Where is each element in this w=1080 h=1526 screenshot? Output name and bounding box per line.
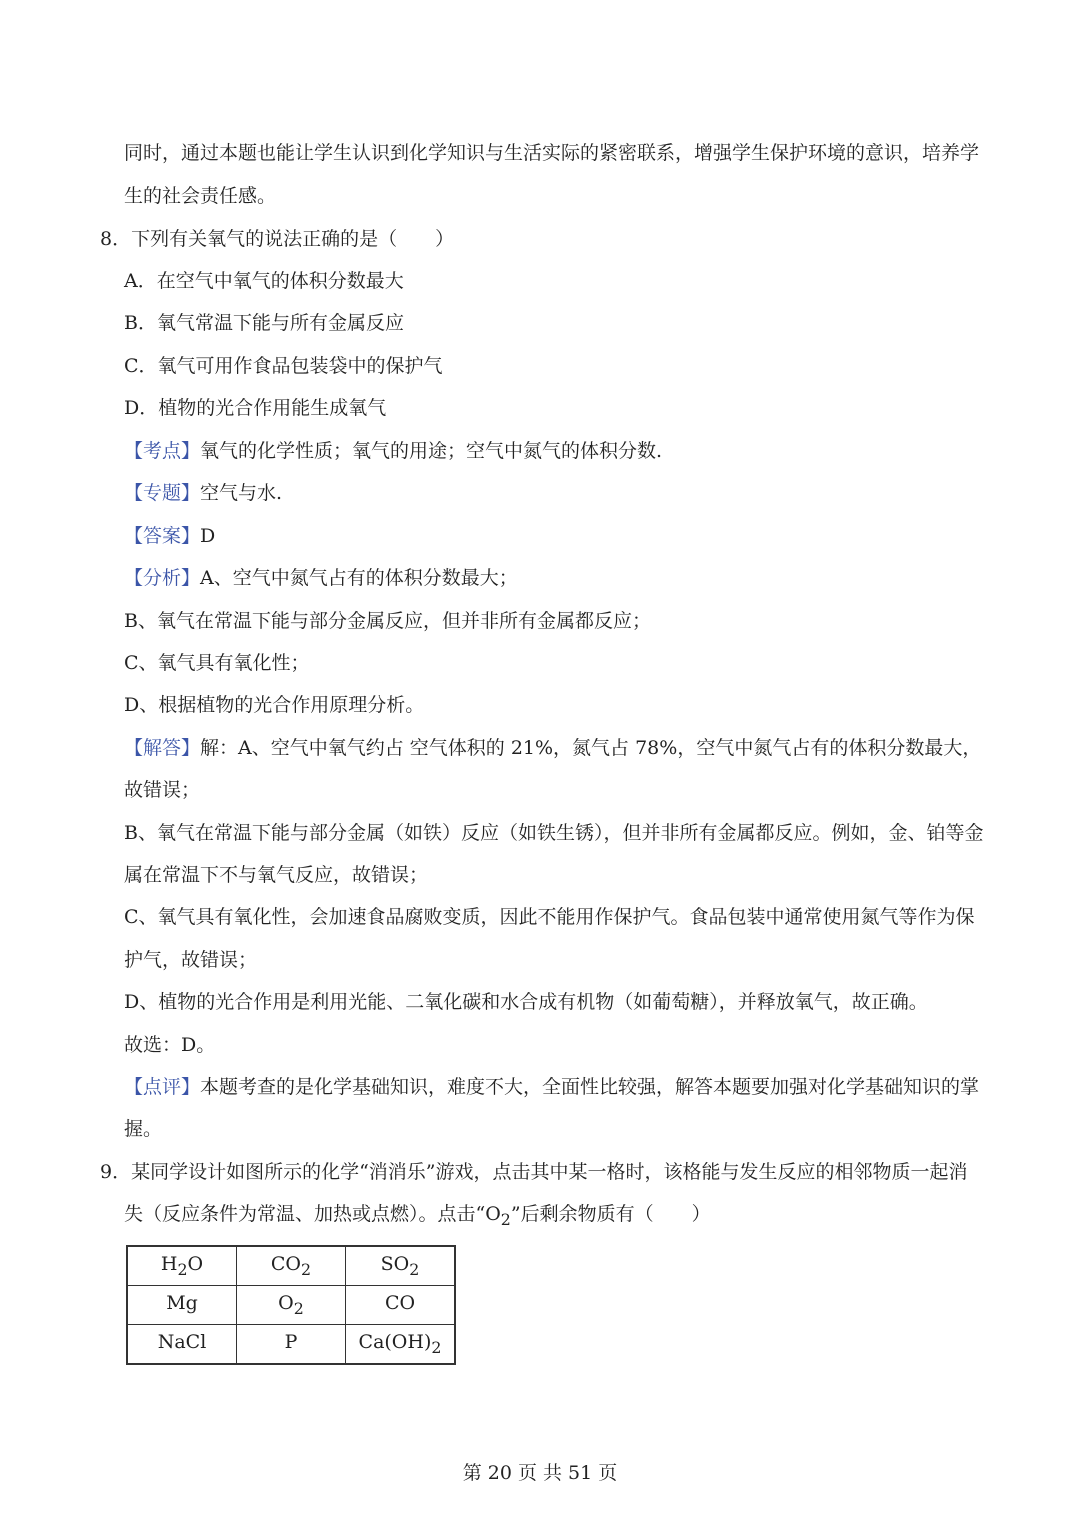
xiaoxiaole-grid [126, 1245, 456, 1365]
q9-stem-post: ”后剩余物质有（ ） [510, 1203, 711, 1225]
fenxi-tag: 【分析】 [124, 567, 201, 589]
grid-cell: CO [346, 1286, 456, 1325]
q9-stem-sub: 2 [500, 1209, 511, 1229]
page-footer: 第 20 页 共 51 页 [462, 1462, 618, 1484]
grid-cell: NaCl [127, 1325, 237, 1365]
grid-row [127, 1286, 455, 1325]
zhuanti-tag: 【专题】 [124, 482, 201, 504]
q8-option-a: A．在空气中氧气的体积分数最大 [124, 270, 404, 292]
kaodian-tag: 【考点】 [124, 440, 201, 462]
q8-kaodian [124, 438, 662, 464]
q8-jieda-5: 护气，故错误； [124, 949, 258, 971]
q8-fenxi-1: B、氧气在常温下能与部分金属反应，但并非所有金属都反应； [124, 610, 651, 632]
q8-jieda-2: B、氧气在常温下能与部分金属（如铁）反应（如铁生锈），但并非所有金属都反应。例如，金、铂等金 [124, 822, 984, 844]
grid-cell: P [237, 1325, 346, 1365]
dianping-tag: 【点评】 [124, 1076, 201, 1098]
q8-option-c: C．氧气可用作食品包装袋中的保护气 [124, 355, 443, 377]
q8-option-d: D．植物的光合作用能生成氧气 [124, 397, 387, 419]
daan-tag: 【答案】 [124, 525, 201, 547]
q9-stem-line-2 [124, 1201, 711, 1233]
q8-zhuanti [124, 480, 282, 506]
q8-jieda-7: 故选：D。 [124, 1034, 216, 1056]
daan-text: D [200, 525, 216, 547]
grid-row [127, 1325, 455, 1365]
grid-cell: $O_2$ [237, 1286, 346, 1325]
grid-row [127, 1246, 455, 1286]
q8-dianping-0 [124, 1074, 979, 1100]
q8-jieda-6: D、植物的光合作用是利用光能、二氧化碳和水合成有机物（如葡萄糖），并释放氧气，故正确。 [124, 991, 928, 1013]
q8-daan [124, 523, 215, 549]
q8-jieda-0 [124, 735, 981, 761]
q9-stem-line-1: 9．某同学设计如图所示的化学“消消乐”游戏，点击其中某一格时，该格能与发生反应的相邻物质一起消 [100, 1161, 968, 1183]
q8-dianping-1: 握。 [124, 1118, 163, 1140]
q8-jieda-1: 故错误； [124, 779, 201, 801]
q8-fenxi-2: C、氧气具有氧化性； [124, 652, 310, 674]
jieda-tag: 【解答】 [124, 737, 201, 759]
q8-option-b: B．氧气常温下能与所有金属反应 [124, 312, 404, 334]
intro-line-2: 生的社会责任感。 [124, 185, 277, 207]
q8-fenxi-3: D、根据植物的光合作用原理分析。 [124, 694, 425, 716]
kaodian-text: 氧气的化学性质；氧气的用途；空气中氮气的体积分数. [200, 440, 663, 462]
q9-stem-pre: 失（反应条件为常温、加热或点燃）。点击“O [124, 1203, 501, 1225]
grid-cell: $H_2O$ [127, 1246, 237, 1286]
intro-line-1: 同时，通过本题也能让学生认识到化学知识与生活实际的紧密联系，增强学生保护环境的意识，培养学 [124, 142, 980, 164]
zhuanti-text: 空气与水. [200, 482, 283, 504]
q8-jieda-3: 属在常温下不与氧气反应，故错误； [124, 864, 429, 886]
jieda-text: 解：A、空气中氧气约占 空气体积的 21%，氮气占 78%，空气中氮气占有的体积分数最大， [200, 737, 982, 759]
q8-jieda-4: C、氧气具有氧化性，会加速食品腐败变质，因此不能用作保护气。食品包装中通常使用氮气等作为保 [124, 906, 975, 928]
grid-cell: $CO_2$ [237, 1246, 346, 1286]
grid-cell: Mg [127, 1286, 237, 1325]
fenxi-text: A、空气中氮气占有的体积分数最大； [200, 567, 518, 589]
dianping-text: 本题考查的是化学基础知识，难度不大，全面性比较强，解答本题要加强对化学基础知识的掌 [200, 1076, 980, 1098]
q8-stem: 8．下列有关氧气的说法正确的是（ ） [100, 228, 455, 250]
grid-cell: $SO_2$ [346, 1246, 456, 1286]
q8-fenxi-0 [124, 565, 518, 591]
grid-cell: $Ca(OH)_2$ [346, 1325, 456, 1365]
